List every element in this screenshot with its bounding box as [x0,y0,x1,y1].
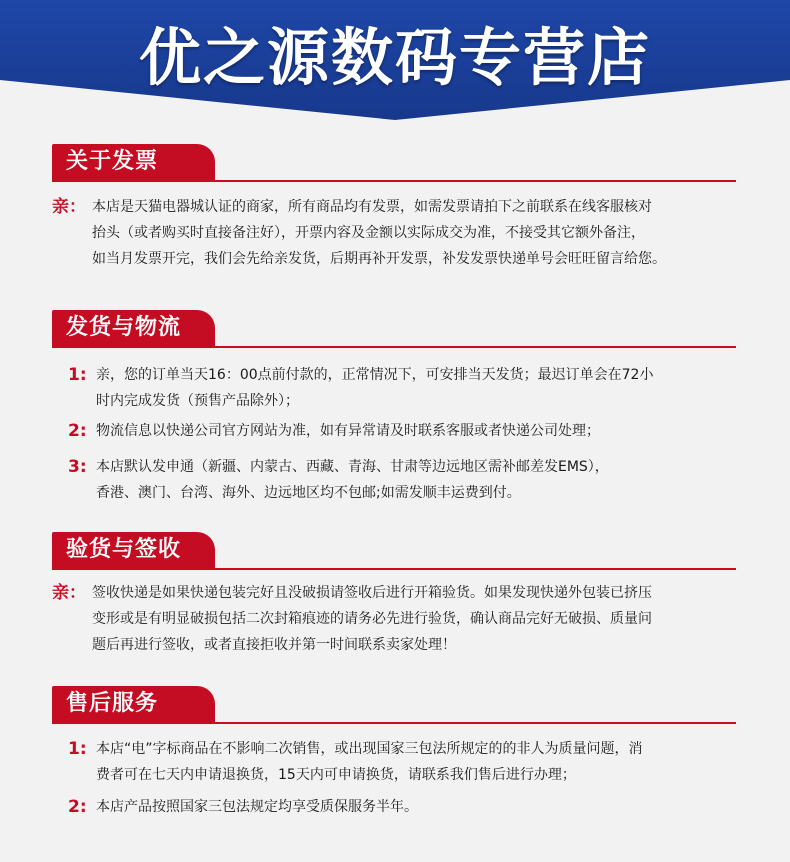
text-line: 亲，您的订单当天16：00点前付款的，正常情况下，可安排当天发货；最迟订单会在72小 [96,367,654,383]
item-text [92,580,742,658]
text-line: 题后再进行签收，或者直接拒收并第一时间联系卖家处理！ [92,637,456,653]
section-title: 验货与签收 [52,532,215,568]
section-inspection [52,532,736,653]
text-line: 抬头（或者购买时直接备注好），开票内容及金额以实际成交为准，不接受其它额外备注， [92,225,645,241]
item-text [96,418,746,444]
section-after-sales [52,686,736,817]
item-text [96,454,746,506]
item-marker: 亲： [52,583,86,603]
item-marker: 1: [68,739,87,759]
text-line: 本店默认发申通（新疆、内蒙古、西藏、青海、甘肃等边远地区需补邮差发EMS）， [96,459,609,475]
text-line: 物流信息以快递公司官方网站为准，如有异常请及时联系客服或者快递公司处理； [96,423,600,439]
text-line: 时内完成发货（预售产品除外）； [96,393,299,409]
section-shipping [52,310,736,501]
store-title: 优之源数码专营店 [138,21,651,94]
text-line: 本店是天猫电器城认证的商家，所有商品均有发票，如需发票请拍下之前联系在线客服核对 [92,199,652,215]
section-header [52,144,736,180]
divider [52,568,736,570]
divider [52,346,736,348]
section-invoice [52,144,736,267]
item-marker: 2: [68,421,87,441]
text-line: 签收快递是如果快递包装完好且没破损请签收后进行开箱验货。如果发现快递外包装已挤压 [92,585,652,601]
item-text [96,362,746,414]
text-line: 变形或是有明显破损包括二次封箱痕迹的请务必先进行验货，确认商品完好无破损、质量问 [92,611,652,627]
section-title: 发货与物流 [52,310,215,346]
text-line: 如当月发票开完，我们会先给亲发货，后期再补开发票，补发发票快递单号会旺旺留言给您。 [92,251,666,267]
text-line: 本店“电”字标商品在不影响二次销售，或出现国家三包法所规定的的非人为质量问题，消 [96,741,643,757]
section-title: 关于发票 [52,144,215,180]
text-line: 香港、澳门、台湾、海外、边远地区均不包邮;如需发顺丰运费到付。 [96,485,521,501]
item-text [96,794,746,820]
item-marker: 1: [68,365,87,385]
section-header [52,310,736,346]
divider [52,180,736,182]
item-marker: 3: [68,457,87,477]
item-text [96,736,746,788]
item-marker: 亲： [52,197,86,217]
item-marker: 2: [68,797,87,817]
section-header [52,686,736,722]
header-banner [0,0,790,120]
section-title: 售后服务 [52,686,215,722]
section-header [52,532,736,568]
item-text [92,194,742,272]
text-line: 本店产品按照国家三包法规定均享受质保服务半年。 [96,799,418,815]
divider [52,722,736,724]
text-line: 费者可在七天内申请退换货，15天内可申请换货，请联系我们售后进行办理； [96,767,576,783]
